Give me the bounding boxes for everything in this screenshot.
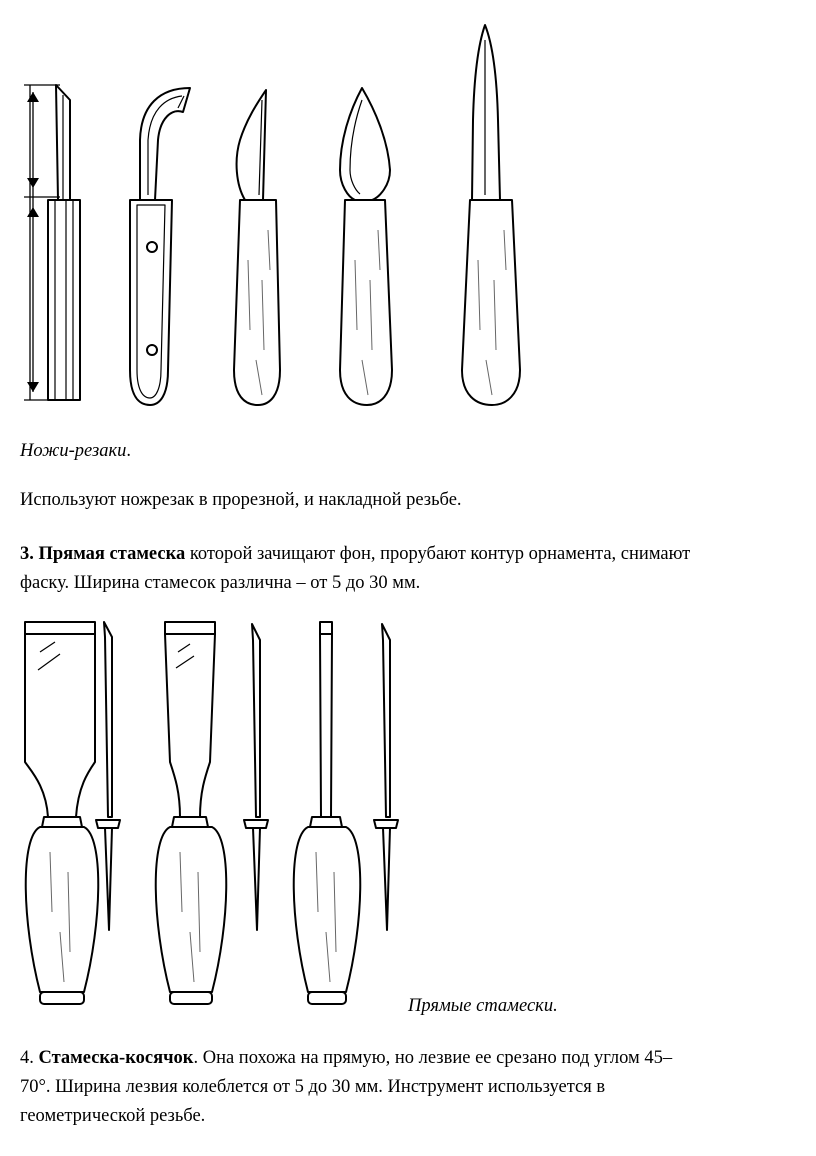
- skew-chisel-heading: Стамеска-косячок: [38, 1048, 194, 1068]
- skew-chisel-line1: [20, 1044, 672, 1073]
- dagger-knife: [462, 25, 520, 405]
- skew-chisel-number: 4.: [20, 1048, 39, 1068]
- knives-caption-text: Ножи-резаки: [20, 441, 127, 461]
- chisel-narrow-front: [294, 622, 361, 1004]
- chisel-medium-side: [244, 624, 268, 930]
- chisel-wide-front: [25, 622, 98, 1004]
- chisel-medium-front: [156, 622, 227, 1004]
- bevel-knife: [234, 90, 280, 405]
- chisel-wide-side: [96, 622, 120, 930]
- straight-chisel-line1: [20, 540, 690, 569]
- hook-knife: [130, 88, 190, 405]
- straight-chisel-heading: 3. Прямая стамеска: [20, 544, 186, 564]
- knife-side-view: [24, 85, 80, 400]
- knives-illustration: [0, 0, 560, 420]
- knives-caption-period: .: [126, 441, 131, 461]
- skew-chisel-text-1: . Она похожа на прямую, но лезвие ее срезано под углом 45–: [193, 1048, 673, 1068]
- straight-chisel-line2: фаску. Ширина стамесок различна – от 5 до 30 мм.: [20, 573, 421, 593]
- skew-chisel-line2: 70°. Ширина лезвия колеблется от 5 до 30 мм. Инструмент используется в: [20, 1077, 606, 1097]
- knives-caption: [20, 437, 131, 466]
- spear-knife: [340, 88, 392, 405]
- straight-chisel-text-1: которой зачищают фон, прорубают контур орнамента, снимают: [185, 544, 691, 564]
- chisel-narrow-side: [374, 624, 398, 930]
- usage-paragraph: Используют ножрезак в прорезной, и накладной резьбе.: [20, 490, 462, 510]
- chisels-illustration: [0, 612, 420, 1012]
- skew-chisel-line3: геометрической резьбе.: [20, 1106, 206, 1126]
- chisels-caption: Прямые стамески.: [408, 996, 558, 1016]
